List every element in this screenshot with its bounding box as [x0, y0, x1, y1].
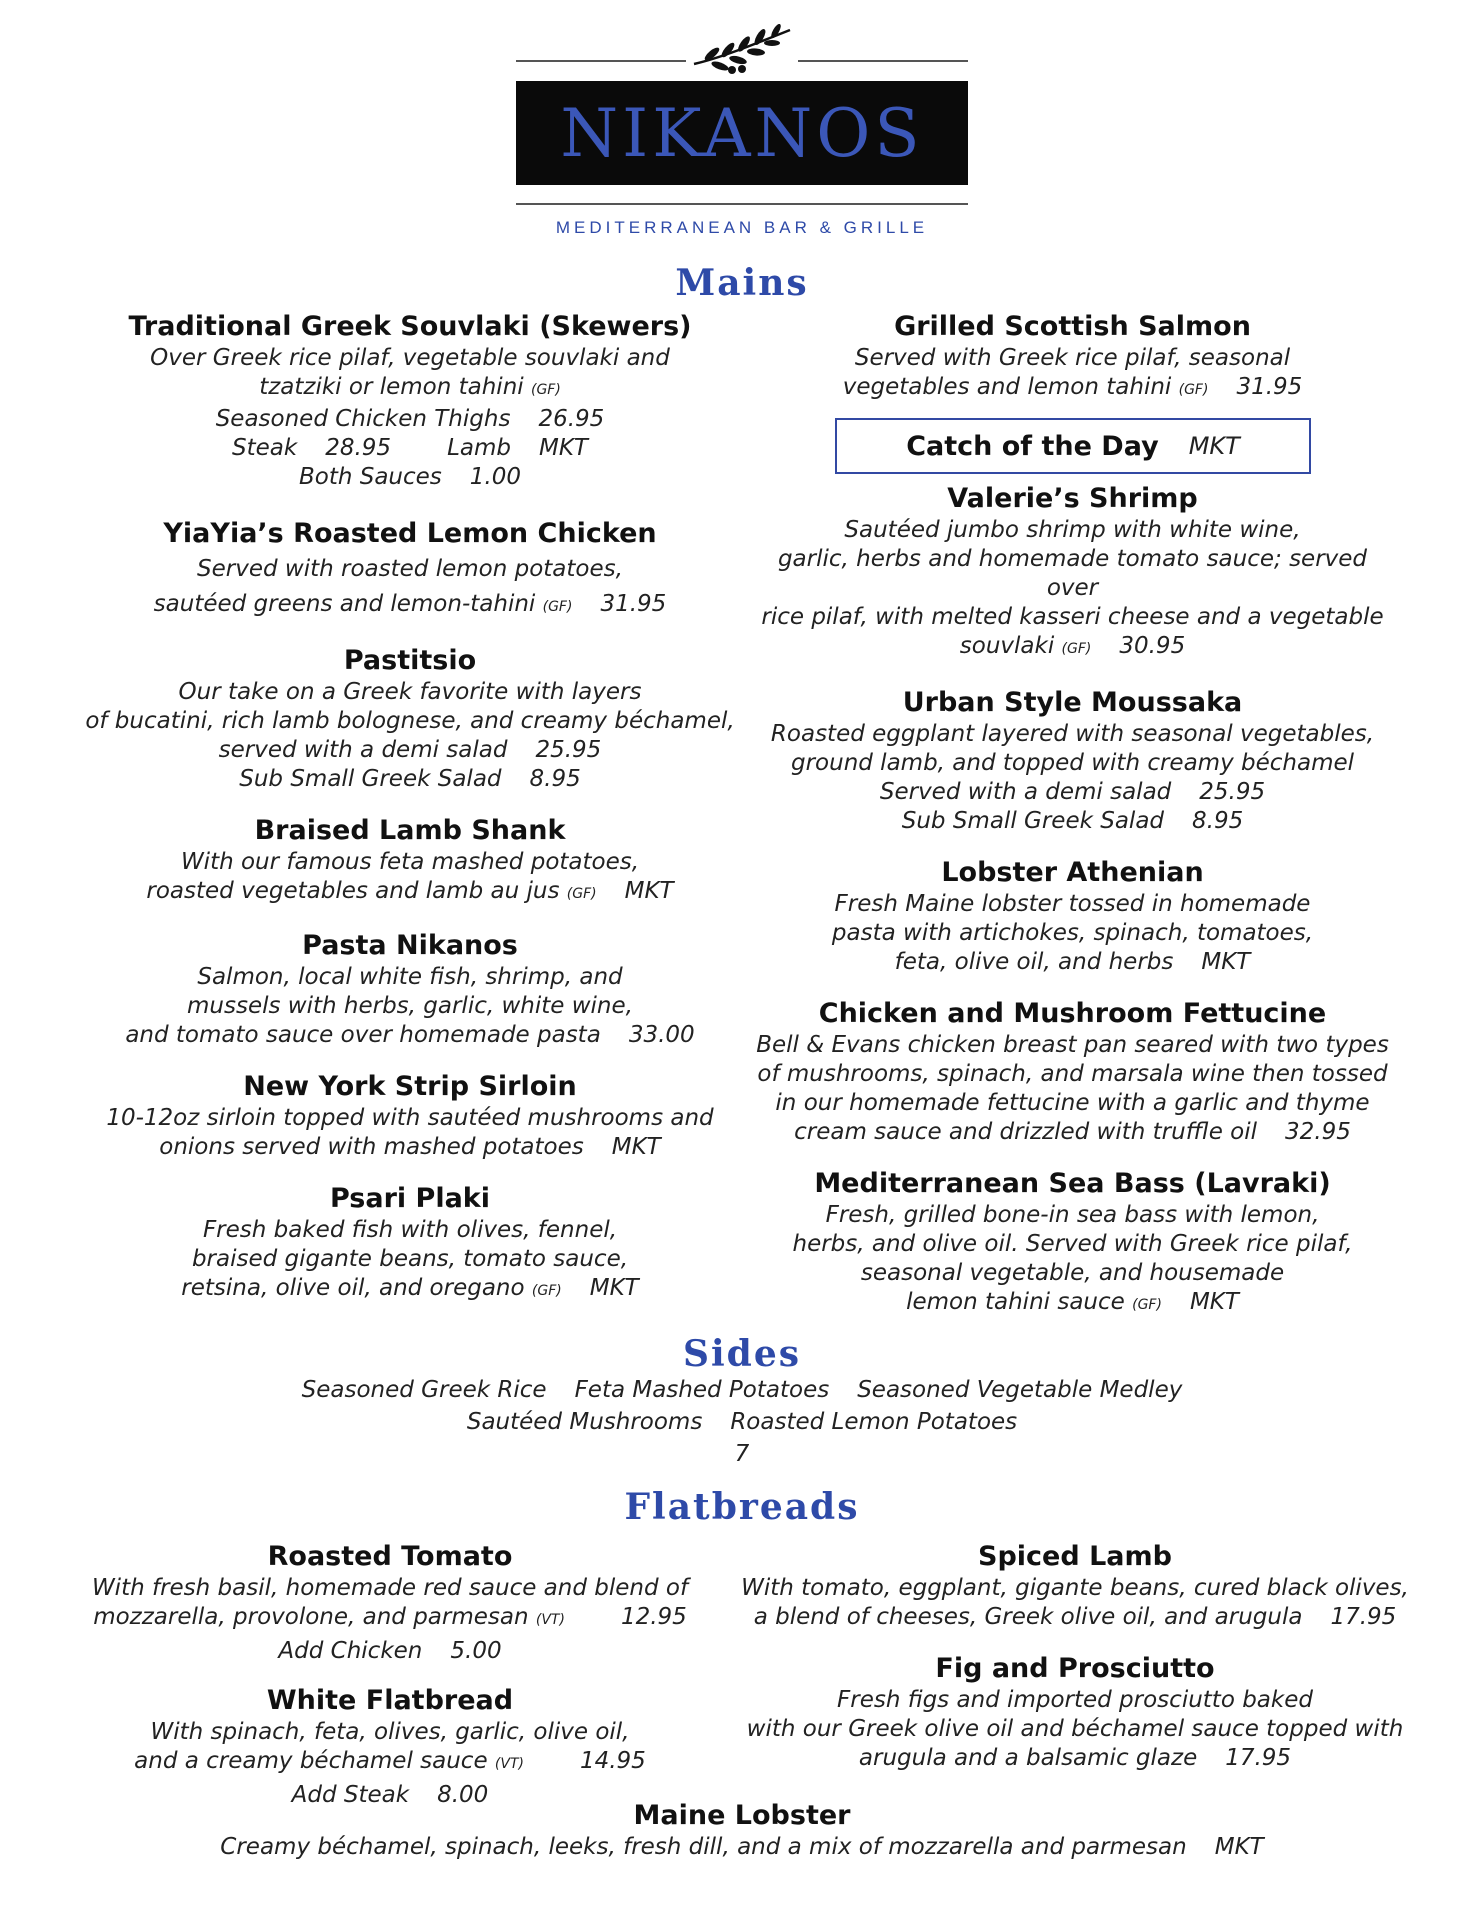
flatbreads-left-column	[80, 1540, 700, 1810]
flatbreads-right-column	[740, 1540, 1410, 1773]
item-price-line: Seasoned Chicken Thighs 26.95	[215, 406, 605, 432]
menu-item	[70, 310, 750, 492]
item-desc: tzatziki or lemon tahini (GF)	[259, 374, 561, 400]
item-name: Braised Lamb Shank	[254, 815, 566, 846]
item-name: Pastitsio	[343, 645, 477, 676]
item-desc: Fresh baked fish with olives, fennel,	[202, 1217, 618, 1243]
item-desc: seasonal vegetable, and housemade	[860, 1260, 1285, 1286]
menu-header	[0, 0, 1484, 250]
menu-item	[70, 644, 750, 794]
menu-item	[80, 1684, 700, 1810]
item-desc: retsina, olive oil, and oregano (GF) MKT	[181, 1275, 639, 1301]
item-desc: Fresh, grilled bone-in sea bass with lemon,	[825, 1202, 1320, 1228]
item-desc: mussels with herbs, garlic, white wine,	[187, 993, 633, 1019]
item-desc: mozzarella, provolone, and parmesan (VT) 12.95	[93, 1604, 687, 1630]
item-desc: lemon tahini sauce (GF) MKT	[906, 1289, 1239, 1315]
item-desc: of mushrooms, spinach, and marsala wine then tossed	[757, 1061, 1388, 1087]
logo	[516, 81, 968, 185]
top-left-rule	[516, 60, 686, 62]
item-desc: served with a demi salad 25.95	[218, 737, 602, 763]
item-desc: Sautéed jumbo shrimp with white wine,	[844, 517, 1301, 543]
bottom-rule	[516, 203, 968, 205]
item-name: Valerie’s Shrimp	[947, 483, 1198, 514]
item-name: Fig and Prosciutto	[935, 1653, 1215, 1684]
top-right-rule	[798, 60, 968, 62]
catch-of-the-day-box	[835, 418, 1311, 474]
item-desc: sautéed greens and lemon-tahini (GF) 31.95	[153, 591, 667, 617]
item-price: MKT	[1188, 432, 1240, 460]
menu-item	[70, 1182, 750, 1306]
item-desc: pasta with artichokes, spinach, tomatoes,	[831, 920, 1314, 946]
item-desc: With spinach, feta, olives, garlic, olive oil,	[150, 1719, 630, 1745]
item-name: Maine Lobster	[633, 1800, 851, 1831]
item-desc: Sub Small Greek Salad 8.95	[239, 766, 581, 792]
menu-item	[740, 1540, 1410, 1632]
item-name: Grilled Scottish Salmon	[894, 311, 1251, 342]
item-desc: Served with a demi salad 25.95	[879, 779, 1266, 805]
olive-branch-icon	[690, 24, 794, 76]
item-desc: vegetables and lemon tahini (GF) 31.95	[842, 374, 1303, 400]
sides-line: Sautéed Mushrooms Roasted Lemon Potatoes	[466, 1409, 1018, 1435]
item-price-line: Both Sauces 1.00	[298, 464, 522, 490]
mains-right-column-lower	[750, 482, 1395, 1320]
item-price-line: Steak 28.95 Lamb MKT	[232, 435, 588, 461]
item-desc: Add Steak 8.00	[291, 1782, 489, 1808]
menu-item	[750, 482, 1395, 664]
item-name: Roasted Tomato	[267, 1541, 513, 1572]
item-name: Urban Style Moussaka	[902, 687, 1243, 718]
item-name: White Flatbread	[266, 1685, 514, 1716]
menu-item	[750, 686, 1395, 836]
item-desc: Bell & Evans chicken breast pan seared with two types	[756, 1032, 1389, 1058]
item-desc: a blend of cheeses, Greek olive oil, and arugula 17.95	[753, 1604, 1397, 1630]
item-desc: Our take on a Greek favorite with layers	[178, 679, 642, 705]
item-desc: With fresh basil, homemade red sauce and blend of	[91, 1575, 689, 1601]
mains-title: Mains	[675, 262, 809, 304]
item-desc: Fresh Maine lobster tossed in homemade	[834, 891, 1311, 917]
menu-item	[750, 310, 1395, 405]
mains-left-column	[70, 310, 750, 1306]
item-name: Spiced Lamb	[978, 1541, 1172, 1572]
flatbread-bottom	[0, 1799, 1484, 1862]
item-desc: in our homemade fettucine with a garlic and thyme	[775, 1090, 1370, 1116]
sides-title: Sides	[682, 1333, 802, 1375]
item-name: Psari Plaki	[329, 1183, 491, 1214]
menu-item	[750, 1167, 1395, 1320]
item-desc: ground lamb, and topped with creamy béchamel	[790, 750, 1355, 776]
sides-price: 7	[734, 1441, 750, 1467]
menu-item	[750, 997, 1395, 1147]
item-name: Chicken and Mushroom Fettucine	[818, 998, 1327, 1029]
item-name: Lobster Athenian	[941, 857, 1204, 888]
item-desc: Add Chicken 5.00	[278, 1638, 502, 1664]
item-name: Catch of the Day	[906, 430, 1159, 462]
item-name: Pasta Nikanos	[302, 930, 518, 961]
item-desc: Creamy béchamel, spinach, leeks, fresh dill, and a mix of mozzarella and parmesan MKT	[220, 1834, 1264, 1860]
item-desc: arugula and a balsamic glaze 17.95	[858, 1745, 1292, 1771]
menu-item	[750, 856, 1395, 977]
item-name: New York Strip Sirloin	[243, 1071, 577, 1102]
item-desc: With our famous feta mashed potatoes,	[180, 849, 640, 875]
item-desc: Served with roasted lemon potatoes,	[197, 556, 623, 582]
item-desc: and a creamy béchamel sauce (VT) 14.95	[134, 1748, 646, 1774]
mains-right-column	[750, 310, 1395, 405]
item-desc: and tomato sauce over homemade pasta 33.00	[125, 1022, 695, 1048]
menu-item	[70, 814, 750, 909]
item-name: YiaYia’s Roasted Lemon Chicken	[163, 518, 657, 549]
menu-item	[70, 929, 750, 1050]
item-desc: roasted vegetables and lamb au jus (GF) MKT	[146, 878, 674, 904]
sides-line: Seasoned Greek Rice Feta Mashed Potatoes Seasoned Vegetable Medley	[301, 1377, 1183, 1403]
menu-item	[70, 517, 750, 622]
sides-list	[0, 1376, 1484, 1469]
logo-text: NIKANOS	[560, 94, 924, 172]
item-name: Mediterranean Sea Bass (Lavraki)	[814, 1168, 1331, 1199]
menu-item	[80, 1540, 700, 1666]
item-desc: Over Greek rice pilaf, vegetable souvlaki and	[150, 345, 670, 371]
item-desc: cream sauce and drizzled with truffle oil 32.95	[794, 1119, 1351, 1145]
item-desc: Sub Small Greek Salad 8.95	[901, 808, 1244, 834]
item-desc: 10-12oz sirloin topped with sautéed mushrooms and	[106, 1105, 714, 1131]
item-desc: souvlaki (GF) 30.95	[959, 633, 1186, 659]
flatbreads-title: Flatbreads	[624, 1486, 860, 1528]
item-desc: feta, olive oil, and herbs MKT	[894, 949, 1251, 975]
item-name: Traditional Greek Souvlaki (Skewers)	[128, 311, 692, 342]
item-desc: braised gigante beans, tomato sauce,	[191, 1246, 629, 1272]
item-desc: Fresh figs and imported prosciutto baked	[837, 1687, 1313, 1713]
item-desc: Salmon, local white fish, shrimp, and	[197, 964, 623, 990]
item-desc: onions served with mashed potatoes MKT	[159, 1134, 661, 1160]
item-desc: rice pilaf, with melted kasseri cheese and a vegetable	[761, 604, 1384, 630]
item-desc: Served with Greek rice pilaf, seasonal	[854, 345, 1291, 371]
item-desc: herbs, and olive oil. Served with Greek rice pilaf,	[792, 1231, 1353, 1257]
item-desc: with our Greek olive oil and béchamel sauce topped with	[746, 1716, 1404, 1742]
item-desc: of bucatini, rich lamb bolognese, and creamy béchamel,	[85, 708, 735, 734]
tagline: MEDITERRANEAN BAR & GRILLE	[555, 218, 929, 237]
menu-item	[70, 1070, 750, 1162]
item-desc: With tomato, eggplant, gigante beans, cured black olives,	[741, 1575, 1409, 1601]
item-desc: garlic, herbs and homemade tomato sauce; served over	[777, 546, 1368, 601]
menu-item	[740, 1652, 1410, 1773]
item-desc: Roasted eggplant layered with seasonal vegetables,	[770, 721, 1375, 747]
